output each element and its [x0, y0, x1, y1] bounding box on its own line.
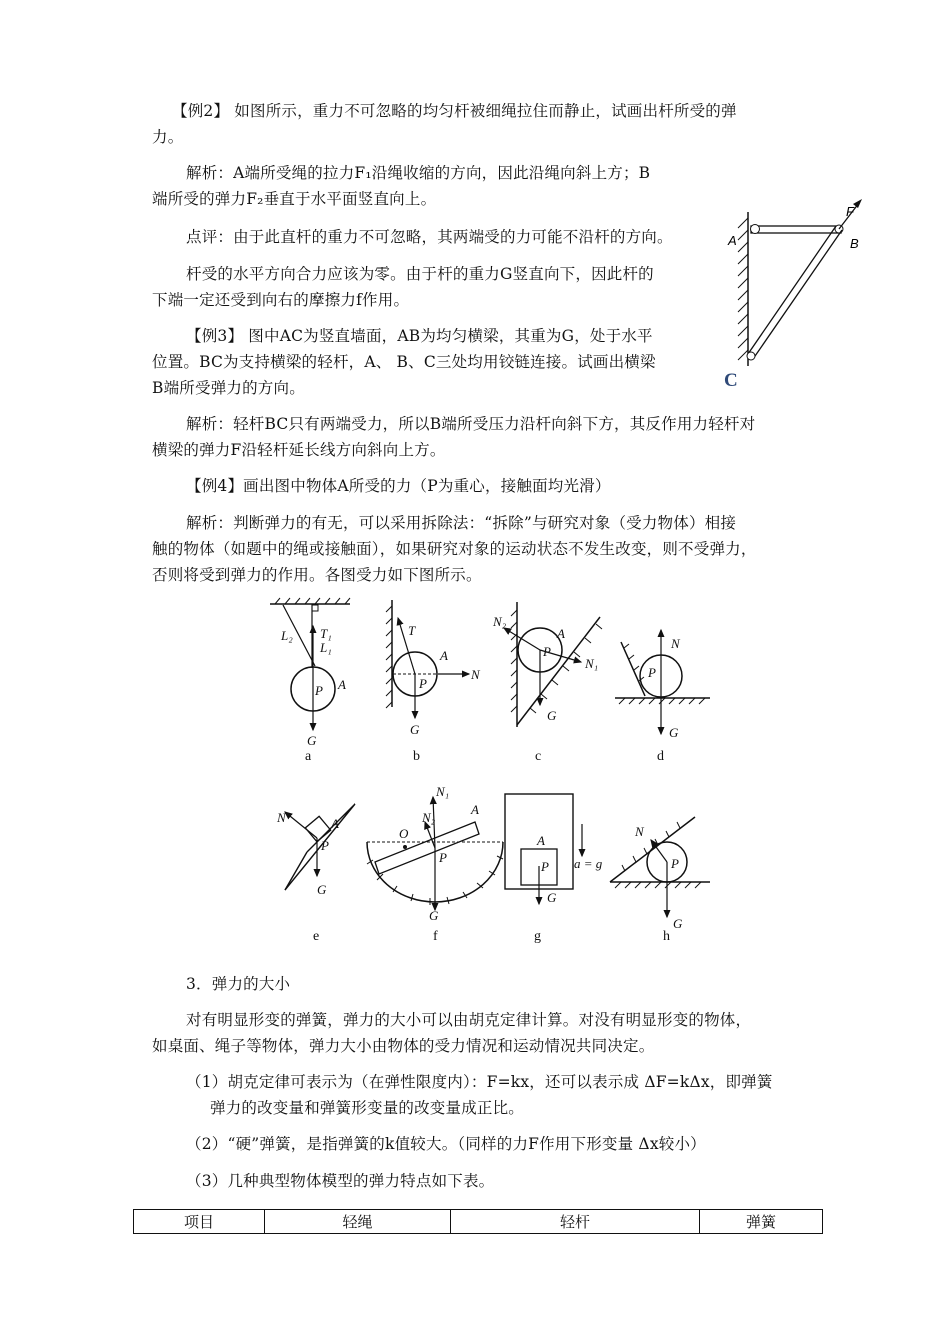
g-label-a: A: [537, 833, 545, 848]
b-label-a: A: [440, 648, 448, 663]
f-label-n1: N₁: [436, 784, 450, 799]
section3-intro: 对有明显形变的弹簧，弹力的大小可以由胡克定律计算。对没有明显形变的物体，: [186, 1011, 752, 1029]
d-label-g: G: [669, 725, 679, 740]
label-b: B: [850, 236, 859, 251]
label-f: F: [846, 204, 854, 219]
diagram-e: [276, 804, 355, 944]
diagram-h: [610, 817, 710, 944]
example3-title-cont: 位置。BC为支持横梁的轻杆，A、 B、C三处均用铰链连接。试画出横梁: [152, 353, 656, 371]
beam-rod-diagram: [722, 196, 872, 390]
h-label-n: N: [635, 824, 644, 839]
a-label-l1: L₁: [320, 640, 332, 655]
caption-d: d: [657, 749, 664, 764]
diagram-a: [270, 598, 350, 764]
f-label-g: G: [429, 908, 439, 923]
e-label-a: A: [331, 816, 339, 831]
h-label-p: P: [671, 856, 679, 871]
a-label-t1: T₁: [320, 626, 332, 641]
c-label-p: P: [543, 644, 551, 659]
b-label-n: N: [471, 667, 480, 682]
g-label-p: P: [541, 859, 549, 874]
example3-analysis: 解析：轻杆BC只有两端受力，所以B端所受压力沿杆向斜下方，其反作用力轻杆对: [186, 415, 756, 433]
e-label-n: N: [277, 810, 286, 825]
example2-title: 【例2】 如图所示，重力不可忽略的均匀杆被细绳拉住而静止，试画出杆所受的弹: [172, 102, 737, 120]
c-label-g: G: [547, 708, 557, 723]
table-header-item: 项目: [134, 1210, 265, 1234]
f-label-p: P: [439, 850, 447, 865]
f-label-a: A: [471, 802, 479, 817]
caption-f: f: [433, 929, 438, 944]
example2-analysis-cont: 端所受的弹力F₂垂直于水平面竖直向上。: [152, 190, 437, 208]
f-label-n2: N₂: [422, 810, 436, 825]
example4-analysis-cont2: 否则将受到弹力的作用。各图受力如下图所示。: [152, 566, 482, 584]
example2-comment: 点评：由于此直杆的重力不可忽略，其两端受的力可能不沿杆的方向。: [186, 228, 673, 246]
e-label-g: G: [317, 882, 327, 897]
caption-g: g: [534, 929, 541, 944]
a-label-g: G: [307, 733, 317, 748]
example4-analysis-cont: 触的物体（如题中的绳或接触面），如果研究对象的运动状态不发生改变，则不受弹力，: [152, 540, 757, 558]
diagram-d: [615, 630, 710, 764]
caption-c: c: [535, 749, 542, 764]
d-label-p: P: [648, 665, 656, 680]
table-header-spring: 弹簧: [700, 1210, 823, 1234]
example4-title: 【例4】画出图中物体A所受的力（P为重心，接触面均光滑）: [186, 477, 611, 495]
diagram-f: [367, 784, 503, 944]
section3-item1: （1）胡克定律可表示为（在弹性限度内）：F=kx，还可以表示成 ΔF=kΔx，即弹簧: [186, 1073, 773, 1091]
b-label-g: G: [410, 722, 420, 737]
caption-e: e: [313, 929, 320, 944]
f-label-o: O: [399, 826, 409, 841]
example3-title: 【例3】 图中AC为竖直墙面，AB为均匀横梁，其重为G，处于水平: [186, 327, 653, 345]
example2-title-cont: 力。: [152, 128, 184, 146]
c-label-a: A: [557, 626, 565, 641]
d-label-n: N: [671, 636, 680, 651]
a-label-a: A: [338, 677, 346, 692]
diagram-b: [386, 600, 481, 764]
section3-intro-cont: 如桌面、绳子等物体，弹力大小由物体的受力情况和运动情况共同决定。: [152, 1037, 655, 1055]
table-header-rope: 轻绳: [265, 1210, 451, 1234]
e-label-p: P: [321, 838, 329, 853]
section3-item1-cont: 弹力的改变量和弹簧形变量的改变量成正比。: [210, 1099, 525, 1117]
label-c: C: [724, 370, 738, 390]
example3-analysis-cont: 横梁的弹力F沿轻杆延长线方向斜向上方。: [152, 441, 446, 459]
diagram-g: [505, 794, 603, 944]
example2-note-cont: 下端一定还受到向右的摩擦力f作用。: [152, 291, 410, 309]
a-label-p: P: [315, 683, 323, 698]
example3-title-cont2: B端所受弹力的方向。: [152, 379, 305, 397]
example2-note: 杆受的水平方向合力应该为零。由于杆的重力G竖直向下，因此杆的: [186, 265, 654, 283]
example4-analysis: 解析：判断弹力的有无，可以采用拆除法：“拆除”与研究对象（受力物体）相接: [186, 514, 737, 532]
g-label-g: G: [547, 890, 557, 905]
c-label-n1: N₁: [585, 656, 599, 671]
caption-a: a: [305, 749, 312, 764]
elastic-force-table: [133, 1209, 823, 1234]
section3-heading: 3．弹力的大小: [186, 975, 291, 993]
table-header-row: [134, 1210, 823, 1234]
g-label-accel: a = g: [574, 856, 603, 871]
section3-item2: （2）“硬”弹簧，是指弹簧的k值较大。（同样的力F作用下形变量 Δx较小）: [186, 1135, 706, 1153]
h-label-g: G: [673, 916, 683, 931]
force-diagrams: [255, 592, 725, 957]
example2-analysis: 解析：A端所受绳的拉力F₁沿绳收缩的方向，因此沿绳向斜上方；B: [186, 164, 651, 182]
caption-h: h: [663, 929, 670, 944]
b-label-p: P: [419, 676, 427, 691]
caption-b: b: [413, 749, 420, 764]
section3-item3: （3）几种典型物体模型的弹力特点如下表。: [186, 1172, 495, 1190]
c-label-n2: N₂: [493, 614, 507, 629]
a-label-l2: L₂: [281, 628, 293, 643]
b-label-t: T: [408, 623, 416, 638]
diagram-c: [492, 602, 602, 764]
table-header-rod: 轻杆: [451, 1210, 700, 1234]
label-a: A: [728, 233, 737, 248]
